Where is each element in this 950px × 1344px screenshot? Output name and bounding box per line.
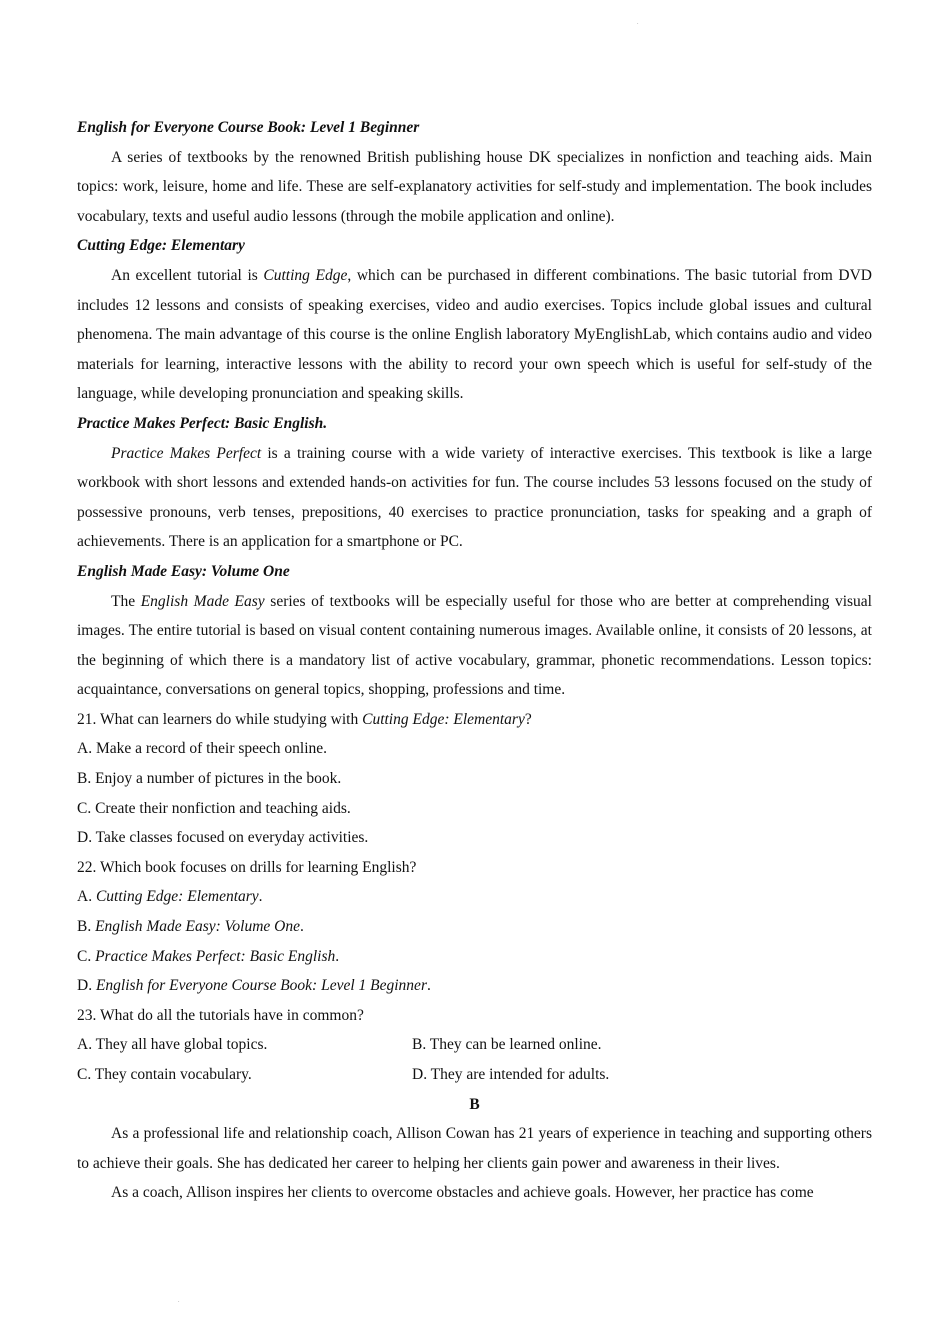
question-23-options-row-1 xyxy=(77,1030,872,1060)
book-title-english-for-everyone: English for Everyone Course Book: Level 1 Beginner xyxy=(77,119,420,136)
book-description-english-made-easy: The English Made Easy series of textbooks will be especially useful for those who are better at comprehending visual images. The entire tutorial is based on visual content containing numerous images. Available online, it consists of 20 lessons, at the beginning of which there is a mandatory list of active vocabulary, grammar, phonetic recommendations. Lesson topics: acquaintance, conversations on general topics, shopping, professions and time. xyxy=(77,592,872,699)
question-22-stem: 22. Which book focuses on drills for learning English? xyxy=(77,858,417,876)
question-21-stem: 21. What can learners do while studying with Cutting Edge: Elementary? xyxy=(77,710,532,728)
scan-dot-bottom: . xyxy=(178,1298,180,1304)
question-23-option-d: D. They are intended for adults. xyxy=(412,1066,610,1083)
question-23-stem: 23. What do all the tutorials have in common? xyxy=(77,1006,364,1024)
book-description-practice-makes-perfect: Practice Makes Perfect is a training course with a wide variety of interactive exercises. This textbook is like a large workbook with short lessons and extended hands-on activities for fun. The course includes 53 lessons focused on the study of possessive pronouns, verb tenses, prepositions, 40 exercises to practice pronunciation, tasks for speaking and a graph of achievements. There is an application for a smartphone or PC. xyxy=(77,444,872,551)
question-21-option-a: A. Make a record of their speech online. xyxy=(77,740,328,758)
question-23-options-row-2 xyxy=(77,1060,872,1090)
section-b-paragraph-1: As a professional life and relationship coach, Allison Cowan has 21 years of experience in teaching and supporting others to achieve their goals. She has dedicated her career to helping her clients gain power and awareness in their lives. xyxy=(77,1125,872,1172)
question-21-option-c: C. Create their nonfiction and teaching aids. xyxy=(77,799,351,817)
document-page xyxy=(77,113,872,1208)
section-b-heading: B xyxy=(469,1095,480,1113)
scan-dot-top: . xyxy=(637,20,639,26)
question-23-option-a: A. They all have global topics. xyxy=(77,1036,268,1054)
question-22-option-b: B. English Made Easy: Volume One. xyxy=(77,918,304,936)
question-23-option-c: C. They contain vocabulary. xyxy=(77,1066,252,1083)
book-description-english-for-everyone: A series of textbooks by the renowned British publishing house DK specializes in nonfiction and teaching aids. Main topics: work, leisure, home and life. These are self-explanatory activities for self-study and implementation. The book includes vocabulary, texts and useful audio lessons (through the mobile application and online). xyxy=(77,148,872,225)
book-title-cutting-edge: Cutting Edge: Elementary xyxy=(77,237,245,255)
question-21-option-b: B. Enjoy a number of pictures in the book. xyxy=(77,770,342,788)
book-description-cutting-edge: An excellent tutorial is Cutting Edge, which can be purchased in different combinations. The basic tutorial from DVD includes 12 lessons and consists of speaking exercises, video and audio exercises. Topics include global issues and cultural phenomena. The main advantage of this course is the online English laboratory MyEnglishLab, which contains audio and video materials for learning, interactive lessons with the ability to record your own speech which is useful for self-study of the language, while developing pronunciation and speaking skills. xyxy=(77,266,872,403)
question-22-option-a: A. Cutting Edge: Elementary. xyxy=(77,888,263,906)
question-23-option-b: B. They can be learned online. xyxy=(412,1036,602,1054)
question-22-option-d: D. English for Everyone Course Book: Level 1 Beginner. xyxy=(77,977,431,995)
book-title-practice-makes-perfect: Practice Makes Perfect: Basic English. xyxy=(77,414,328,432)
book-title-english-made-easy: English Made Easy: Volume One xyxy=(77,562,290,580)
section-b-paragraph-2: As a coach, Allison inspires her clients to overcome obstacles and achieve goals. However, her practice has come xyxy=(111,1184,814,1202)
question-22-option-c: C. Practice Makes Perfect: Basic English. xyxy=(77,947,340,965)
question-21-option-d: D. Take classes focused on everyday activities. xyxy=(77,829,369,847)
